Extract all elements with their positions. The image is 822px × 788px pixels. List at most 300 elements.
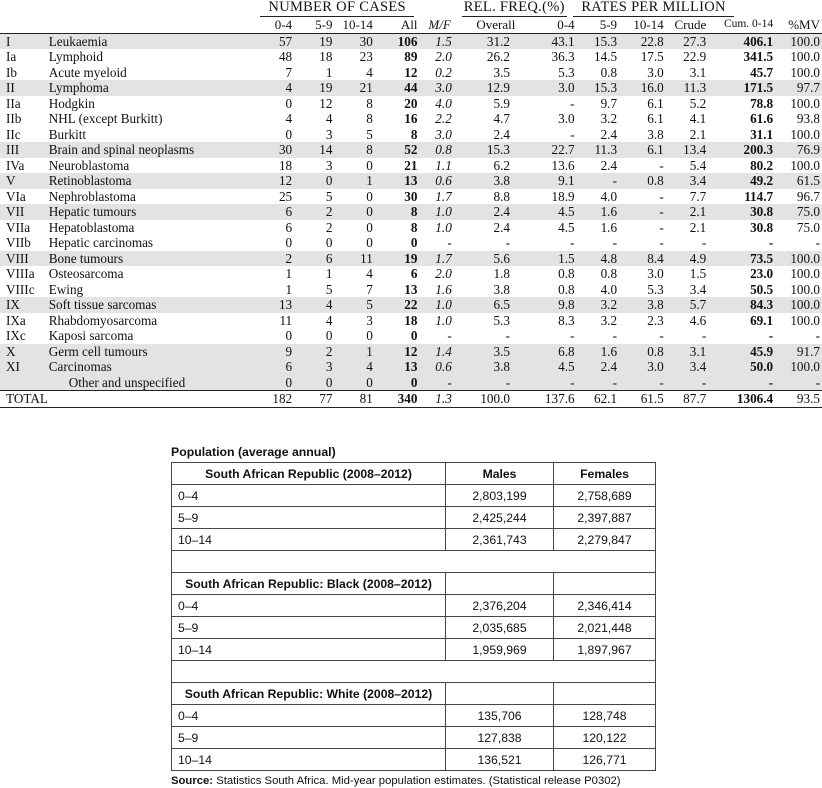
col-header-rates-5-9: 5-9 xyxy=(599,17,618,33)
empty-cell xyxy=(554,573,656,595)
cell-mv: 100.0 xyxy=(790,49,820,65)
total-cases-all: 340 xyxy=(375,391,420,408)
row-code: XI xyxy=(0,359,47,375)
cell-mf-ratio: 2.2 xyxy=(435,111,452,127)
total-rate-crude: 87.7 xyxy=(666,391,708,408)
cell-rate-10-14: - xyxy=(659,188,664,204)
total-rate-cum: 1306.4 xyxy=(708,391,775,408)
cell-cases-all: 6 xyxy=(410,266,418,282)
cell-mf-ratio: 3.0 xyxy=(435,126,452,142)
cell-overall: 26.2 xyxy=(486,49,510,65)
row-code: VII xyxy=(0,204,47,220)
males-value: 135,706 xyxy=(446,705,554,727)
cell-cases-5-9: 0 xyxy=(325,328,333,344)
row-name: Bone tumours xyxy=(47,251,255,267)
cell-rate-crude: - xyxy=(701,235,707,251)
cell-overall: - xyxy=(505,328,510,344)
cell-cases-10-14: 0 xyxy=(334,375,374,391)
cell-cases-0-4: 0 xyxy=(255,375,294,391)
cell-mv: 93.8 xyxy=(796,111,820,127)
cell-rate-0-4: - xyxy=(570,95,575,111)
total-label: TOTAL xyxy=(0,391,255,408)
row-name: Burkitt xyxy=(48,126,87,142)
cell-rate-10-14: 5.3 xyxy=(647,281,664,297)
col-header-rates-0-4: 0-4 xyxy=(557,17,575,33)
cell-mv: 100.0 xyxy=(790,266,820,282)
cell-mf-ratio: 0.8 xyxy=(419,142,459,158)
cell-cases-10-14: 3 xyxy=(366,312,373,328)
females-value: 128,748 xyxy=(554,705,656,727)
cell-rate-crude: 3.4 xyxy=(689,281,707,297)
cell-cases-5-9: 4 xyxy=(325,312,333,328)
cell-mv: 96.7 xyxy=(796,188,820,204)
cell-mv: 100.0 xyxy=(790,157,820,173)
table-row xyxy=(172,529,656,551)
cell-cases-all: 8 xyxy=(410,219,418,235)
cell-rate-10-14: 16.0 xyxy=(619,80,666,96)
cell-rate-5-9: - xyxy=(577,173,619,189)
cell-rate-10-14: 3.0 xyxy=(619,359,666,375)
cell-mv: 61.5 xyxy=(775,173,822,189)
table-row xyxy=(0,251,822,267)
cell-rate-10-14: 3.8 xyxy=(647,126,664,142)
row-code: III xyxy=(0,142,47,158)
cell-overall: 3.8 xyxy=(460,359,532,375)
cell-mv: 100.0 xyxy=(790,64,820,80)
cell-cases-0-4: 12 xyxy=(255,173,294,189)
cell-mf-ratio: 1.0 xyxy=(419,204,459,220)
row-code: IIa xyxy=(6,95,21,111)
cell-mf-ratio: 1.6 xyxy=(435,281,452,297)
cell-overall: 4.7 xyxy=(493,111,510,127)
total-cases-0-4: 182 xyxy=(255,391,294,408)
cell-overall: 2.4 xyxy=(493,219,510,235)
cell-rate-cum: 23.0 xyxy=(750,266,774,282)
cell-rate-10-14: 8.4 xyxy=(619,251,666,267)
row-code: X xyxy=(0,344,47,360)
cell-rate-crude: 5.7 xyxy=(666,297,708,313)
age-group: 10–14 xyxy=(172,749,446,771)
cell-rate-5-9: 4.0 xyxy=(600,188,618,204)
spacer-row xyxy=(172,661,656,683)
cell-mf-ratio: 1.1 xyxy=(435,157,452,173)
cell-mf-ratio: 1.0 xyxy=(419,297,459,313)
row-name: Hepatic tumours xyxy=(47,204,255,220)
females-value: 126,771 xyxy=(554,749,656,771)
cell-rate-crude: 27.3 xyxy=(666,33,708,49)
row-code: I xyxy=(0,33,47,49)
cell-rate-5-9: - xyxy=(612,235,618,251)
cell-rate-cum: 30.8 xyxy=(708,204,775,220)
cell-rate-10-14: 3.0 xyxy=(647,64,664,80)
cell-rate-0-4: 3.0 xyxy=(532,80,577,96)
cell-mv: 100.0 xyxy=(790,312,820,328)
empty-cell xyxy=(554,683,656,705)
cell-rate-5-9: 15.3 xyxy=(577,33,619,49)
cell-rate-5-9: - xyxy=(577,375,619,391)
cell-cases-0-4: 18 xyxy=(278,157,293,173)
table-row xyxy=(0,282,822,298)
cell-mv: 100.0 xyxy=(790,281,820,297)
cell-overall: 3.5 xyxy=(493,64,510,80)
population-title: Population (average annual) xyxy=(171,445,336,459)
cell-cases-0-4: 9 xyxy=(255,344,294,360)
cell-overall: 31.2 xyxy=(460,33,532,49)
table-row xyxy=(0,266,822,282)
males-value: 1,959,969 xyxy=(446,639,554,661)
cell-overall: 2.4 xyxy=(493,126,510,142)
cell-rate-5-9: 1.6 xyxy=(577,344,619,360)
table-row xyxy=(172,595,656,617)
cell-cases-all: 89 xyxy=(404,49,418,65)
section-header-row xyxy=(172,573,656,595)
cell-rate-crude: 4.9 xyxy=(666,251,708,267)
cell-rate-5-9: 1.6 xyxy=(600,219,618,235)
total-rate-0-4: 137.6 xyxy=(532,391,577,408)
cell-rate-0-4: 1.5 xyxy=(532,251,577,267)
row-name: Neuroblastoma xyxy=(48,157,130,173)
cell-rate-0-4: 4.5 xyxy=(532,204,577,220)
cell-cases-all: 12 xyxy=(375,344,420,360)
cell-rate-10-14: - xyxy=(659,328,664,344)
cell-cases-0-4: 1 xyxy=(285,266,293,282)
cell-mv: 100.0 xyxy=(790,95,820,111)
cell-rate-0-4: 9.1 xyxy=(532,173,577,189)
cell-cases-10-14: 8 xyxy=(334,142,374,158)
age-group: 5–9 xyxy=(172,727,446,749)
cell-mv: - xyxy=(775,375,822,391)
cell-mv: 100.0 xyxy=(775,359,822,375)
cell-mf-ratio: - xyxy=(419,375,459,391)
row-code: VIa xyxy=(6,188,26,204)
cell-rate-0-4: 3.0 xyxy=(558,111,575,127)
cell-cases-all: 13 xyxy=(404,281,418,297)
row-name: Brain and spinal neoplasms xyxy=(47,142,255,158)
cell-cases-5-9: 18 xyxy=(319,49,333,65)
row-code: Ib xyxy=(6,64,17,80)
cell-mf-ratio: 1.0 xyxy=(435,312,452,328)
cell-cases-10-14: 5 xyxy=(334,297,374,313)
cell-cases-0-4: 25 xyxy=(278,188,293,204)
cell-rate-5-9: 15.3 xyxy=(577,80,619,96)
cell-rate-cum: 80.2 xyxy=(750,157,774,173)
col-header-cum: Cum. 0-14 xyxy=(723,18,774,31)
cell-cases-5-9: 0 xyxy=(294,173,334,189)
cell-rate-cum: 50.0 xyxy=(708,359,775,375)
cell-cases-5-9: 2 xyxy=(294,344,334,360)
cell-rate-0-4: 0.8 xyxy=(558,281,575,297)
cell-cases-0-4: 0 xyxy=(285,95,293,111)
cell-cases-10-14: 8 xyxy=(366,95,373,111)
cell-rate-cum: 114.7 xyxy=(744,188,774,204)
cell-rate-0-4: - xyxy=(532,375,577,391)
cell-cases-5-9: 0 xyxy=(325,235,333,251)
col-header-overall: Overall xyxy=(476,17,516,33)
cell-cases-10-14: 0 xyxy=(366,188,373,204)
cell-rate-crude: 7.7 xyxy=(689,188,707,204)
cell-mv: 75.0 xyxy=(796,219,820,235)
cell-cases-10-14: 4 xyxy=(334,359,374,375)
cell-rate-0-4: 4.5 xyxy=(532,359,577,375)
cell-mv: - xyxy=(815,328,820,344)
cell-rate-crude: - xyxy=(701,328,707,344)
cell-mv: 100.0 xyxy=(775,33,822,49)
cell-overall: 3.8 xyxy=(460,173,532,189)
cell-mf-ratio: 1.7 xyxy=(435,188,452,204)
source-note: Source: Statistics South Africa. Mid-year population estimates. (Statistical release P0302) xyxy=(171,775,621,787)
cell-rate-5-9: 2.4 xyxy=(600,157,618,173)
males-value: 127,838 xyxy=(446,727,554,749)
section-heading: South African Republic (2008–2012) xyxy=(172,463,446,485)
cell-cases-all: 44 xyxy=(375,80,420,96)
table-row xyxy=(0,49,822,65)
cell-rate-0-4: 13.6 xyxy=(551,157,575,173)
cell-overall: 1.8 xyxy=(493,266,510,282)
cell-rate-0-4: 8.3 xyxy=(558,312,575,328)
cell-cases-5-9: 5 xyxy=(325,188,333,204)
empty-cell xyxy=(446,683,554,705)
table-row xyxy=(0,173,822,189)
cell-cases-all: 21 xyxy=(404,157,418,173)
cell-mf-ratio: 3.0 xyxy=(419,80,459,96)
row-name: Leukaemia xyxy=(47,33,255,49)
cell-cases-5-9: 2 xyxy=(325,219,333,235)
total-rate-10-14: 61.5 xyxy=(619,391,666,408)
row-code xyxy=(0,375,47,391)
cell-rate-5-9: 1.6 xyxy=(577,204,619,220)
row-code: VIIb xyxy=(6,235,31,251)
cell-cases-5-9: 3 xyxy=(325,126,333,142)
cell-cases-0-4: 0 xyxy=(285,126,293,142)
females-value: 2,279,847 xyxy=(554,529,656,551)
row-code: II xyxy=(0,80,47,96)
table-row xyxy=(0,204,822,220)
cell-rate-10-14: 17.5 xyxy=(640,49,664,65)
cell-cases-all: 20 xyxy=(404,95,418,111)
cell-cases-0-4: 48 xyxy=(278,49,293,65)
cell-cases-5-9: 4 xyxy=(294,297,334,313)
cell-rate-crude: 3.1 xyxy=(689,64,707,80)
cell-rate-crude: 2.1 xyxy=(689,126,707,142)
total-overall: 100.0 xyxy=(460,391,532,408)
cell-rate-cum: 30.8 xyxy=(750,219,774,235)
cell-mf-ratio: 1.4 xyxy=(419,344,459,360)
cell-cases-5-9: 3 xyxy=(294,359,334,375)
row-name: Other and unspecified xyxy=(47,375,255,391)
females-value: 2,346,414 xyxy=(554,595,656,617)
cell-rate-crude: 2.1 xyxy=(666,204,708,220)
cell-mf-ratio: 0.2 xyxy=(435,64,452,80)
cell-mv: 97.7 xyxy=(775,80,822,96)
cell-mv: 91.7 xyxy=(775,344,822,360)
cell-cases-5-9: 4 xyxy=(325,111,333,127)
cell-cases-0-4: 6 xyxy=(285,219,293,235)
males-value: 2,376,204 xyxy=(446,595,554,617)
table-row xyxy=(0,220,822,236)
section-heading: South African Republic: White (2008–2012) xyxy=(172,683,446,705)
cell-cases-10-14: 23 xyxy=(359,49,373,65)
col-header-crude: Crude xyxy=(674,17,707,33)
col-header-cases-0-4: 0-4 xyxy=(274,17,293,33)
cell-overall: 12.9 xyxy=(460,80,532,96)
cell-rate-10-14: - xyxy=(619,375,666,391)
females-value: 1,897,967 xyxy=(554,639,656,661)
females-value: 2,397,887 xyxy=(554,507,656,529)
cell-cases-10-14: 4 xyxy=(366,266,373,282)
population-table xyxy=(171,462,656,771)
cell-mf-ratio: 1.5 xyxy=(419,33,459,49)
row-code: IIc xyxy=(6,126,21,142)
col-header-cases-10-14: 10-14 xyxy=(342,17,373,33)
cell-cases-0-4: 30 xyxy=(255,142,294,158)
females-value: 120,122 xyxy=(554,727,656,749)
age-group: 0–4 xyxy=(172,485,446,507)
table-row xyxy=(0,297,822,313)
table-row xyxy=(0,80,822,96)
cell-cases-10-14: 21 xyxy=(334,80,374,96)
cell-rate-crude: 5.2 xyxy=(689,95,707,111)
row-name: Hodgkin xyxy=(48,95,95,111)
cell-rate-crude: 3.1 xyxy=(666,344,708,360)
cell-rate-cum: 31.1 xyxy=(750,126,774,142)
females-value: 2,758,689 xyxy=(554,485,656,507)
cell-rate-0-4: 9.8 xyxy=(532,297,577,313)
cell-rate-5-9: 14.5 xyxy=(593,49,618,65)
row-name: Soft tissue sarcomas xyxy=(47,297,255,313)
spacer-row xyxy=(172,551,656,573)
cell-overall: 6.5 xyxy=(460,297,532,313)
row-code: VIIa xyxy=(6,219,31,235)
cell-cases-all: 8 xyxy=(410,126,418,142)
cell-cases-0-4: 2 xyxy=(255,251,294,267)
cell-rate-10-14: 0.8 xyxy=(619,173,666,189)
cell-mf-ratio: 2.0 xyxy=(435,49,452,65)
cell-rate-crude: 4.6 xyxy=(689,312,707,328)
table-row xyxy=(172,749,656,771)
males-value: 2,361,743 xyxy=(446,529,554,551)
cell-rate-crude: 5.4 xyxy=(689,157,707,173)
males-value: 2,035,685 xyxy=(446,617,554,639)
cell-cases-all: 13 xyxy=(375,359,420,375)
row-code: IXc xyxy=(6,328,26,344)
col-header-mf: M/F xyxy=(428,17,451,33)
col-header-cases-5-9: 5-9 xyxy=(315,17,333,33)
cell-overall: 8.8 xyxy=(493,188,510,204)
cell-rate-0-4: 6.8 xyxy=(532,344,577,360)
row-name: Nephroblastoma xyxy=(48,188,136,204)
cell-mv: 100.0 xyxy=(775,297,822,313)
age-group: 10–14 xyxy=(172,529,446,551)
row-name: Acute myeloid xyxy=(48,64,127,80)
cell-rate-10-14: 6.1 xyxy=(647,95,664,111)
cell-mf-ratio: 0.6 xyxy=(419,173,459,189)
cell-cases-all: 22 xyxy=(375,297,420,313)
cell-cases-10-14: 0 xyxy=(366,219,373,235)
cell-rate-5-9: 9.7 xyxy=(600,95,618,111)
cell-mv: 100.0 xyxy=(790,126,820,142)
spacer-cell xyxy=(172,551,656,573)
cell-mf-ratio: 1.7 xyxy=(419,251,459,267)
cell-rate-10-14: 6.1 xyxy=(619,142,666,158)
males-header: Males xyxy=(446,463,554,485)
row-code: IIb xyxy=(6,111,22,127)
cell-cases-all: 30 xyxy=(404,188,418,204)
table-row xyxy=(0,65,822,81)
cell-cases-5-9: 14 xyxy=(294,142,334,158)
cell-rate-5-9: 0.8 xyxy=(600,64,618,80)
cell-cases-all: 13 xyxy=(375,173,420,189)
cell-rate-10-14: - xyxy=(659,219,664,235)
cell-rate-cum: 45.7 xyxy=(750,64,774,80)
cell-rate-cum: 45.9 xyxy=(708,344,775,360)
cell-cases-10-14: 1 xyxy=(334,344,374,360)
cell-rate-0-4: 18.9 xyxy=(551,188,575,204)
cell-cases-10-14: 0 xyxy=(366,328,373,344)
cell-rate-0-4: - xyxy=(570,126,575,142)
cell-mf-ratio: 2.0 xyxy=(435,266,452,282)
cell-cases-10-14: 4 xyxy=(366,64,373,80)
table-row xyxy=(0,189,822,205)
row-name: Hepatic carcinomas xyxy=(48,235,154,251)
cell-rate-cum: 73.5 xyxy=(708,251,775,267)
cell-cases-5-9: 2 xyxy=(294,204,334,220)
cell-rate-cum: - xyxy=(768,235,774,251)
table-row xyxy=(0,142,822,158)
row-code: VIIIa xyxy=(6,266,35,282)
cell-cases-0-4: 0 xyxy=(285,328,293,344)
males-value: 2,425,244 xyxy=(446,507,554,529)
row-code: IXa xyxy=(6,312,26,328)
row-name: Lymphoma xyxy=(47,80,255,96)
cell-rate-cum: 78.8 xyxy=(750,95,774,111)
total-cases-5-9: 77 xyxy=(294,391,334,408)
total-rate-5-9: 62.1 xyxy=(577,391,619,408)
cell-overall: - xyxy=(505,235,510,251)
section-heading: South African Republic: Black (2008–2012) xyxy=(172,573,446,595)
cell-overall: 5.3 xyxy=(493,312,510,328)
section-header-row xyxy=(172,463,656,485)
cell-cases-all: 18 xyxy=(404,312,418,328)
cell-rate-crude: 1.5 xyxy=(689,266,707,282)
age-group: 0–4 xyxy=(172,705,446,727)
cell-overall: 3.8 xyxy=(493,281,510,297)
cell-cases-all: 0 xyxy=(410,235,418,251)
cell-mv: 75.0 xyxy=(775,204,822,220)
cell-cases-5-9: 19 xyxy=(294,33,334,49)
table-row xyxy=(172,705,656,727)
row-code: IVa xyxy=(6,157,25,173)
cell-mf-ratio: 0.6 xyxy=(419,359,459,375)
cell-cases-5-9: 12 xyxy=(319,95,333,111)
cell-rate-0-4: 22.7 xyxy=(532,142,577,158)
cell-rate-crude: 3.4 xyxy=(666,173,708,189)
column-header-row xyxy=(0,17,822,33)
cell-cases-all: 52 xyxy=(375,142,420,158)
table-row xyxy=(0,328,822,344)
age-group: 5–9 xyxy=(172,617,446,639)
col-header-mv: %MV xyxy=(788,17,820,33)
cell-cases-0-4: 7 xyxy=(285,64,293,80)
cell-rate-crude: 13.4 xyxy=(666,142,708,158)
age-group: 10–14 xyxy=(172,639,446,661)
row-name: Carcinomas xyxy=(47,359,255,375)
cases-group-header: NUMBER OF CASES xyxy=(255,0,420,17)
cell-cases-5-9: 1 xyxy=(325,64,333,80)
table-row xyxy=(172,485,656,507)
table-row xyxy=(0,359,822,375)
cell-rate-5-9: 3.2 xyxy=(600,111,618,127)
cell-rate-5-9: 4.0 xyxy=(600,281,618,297)
